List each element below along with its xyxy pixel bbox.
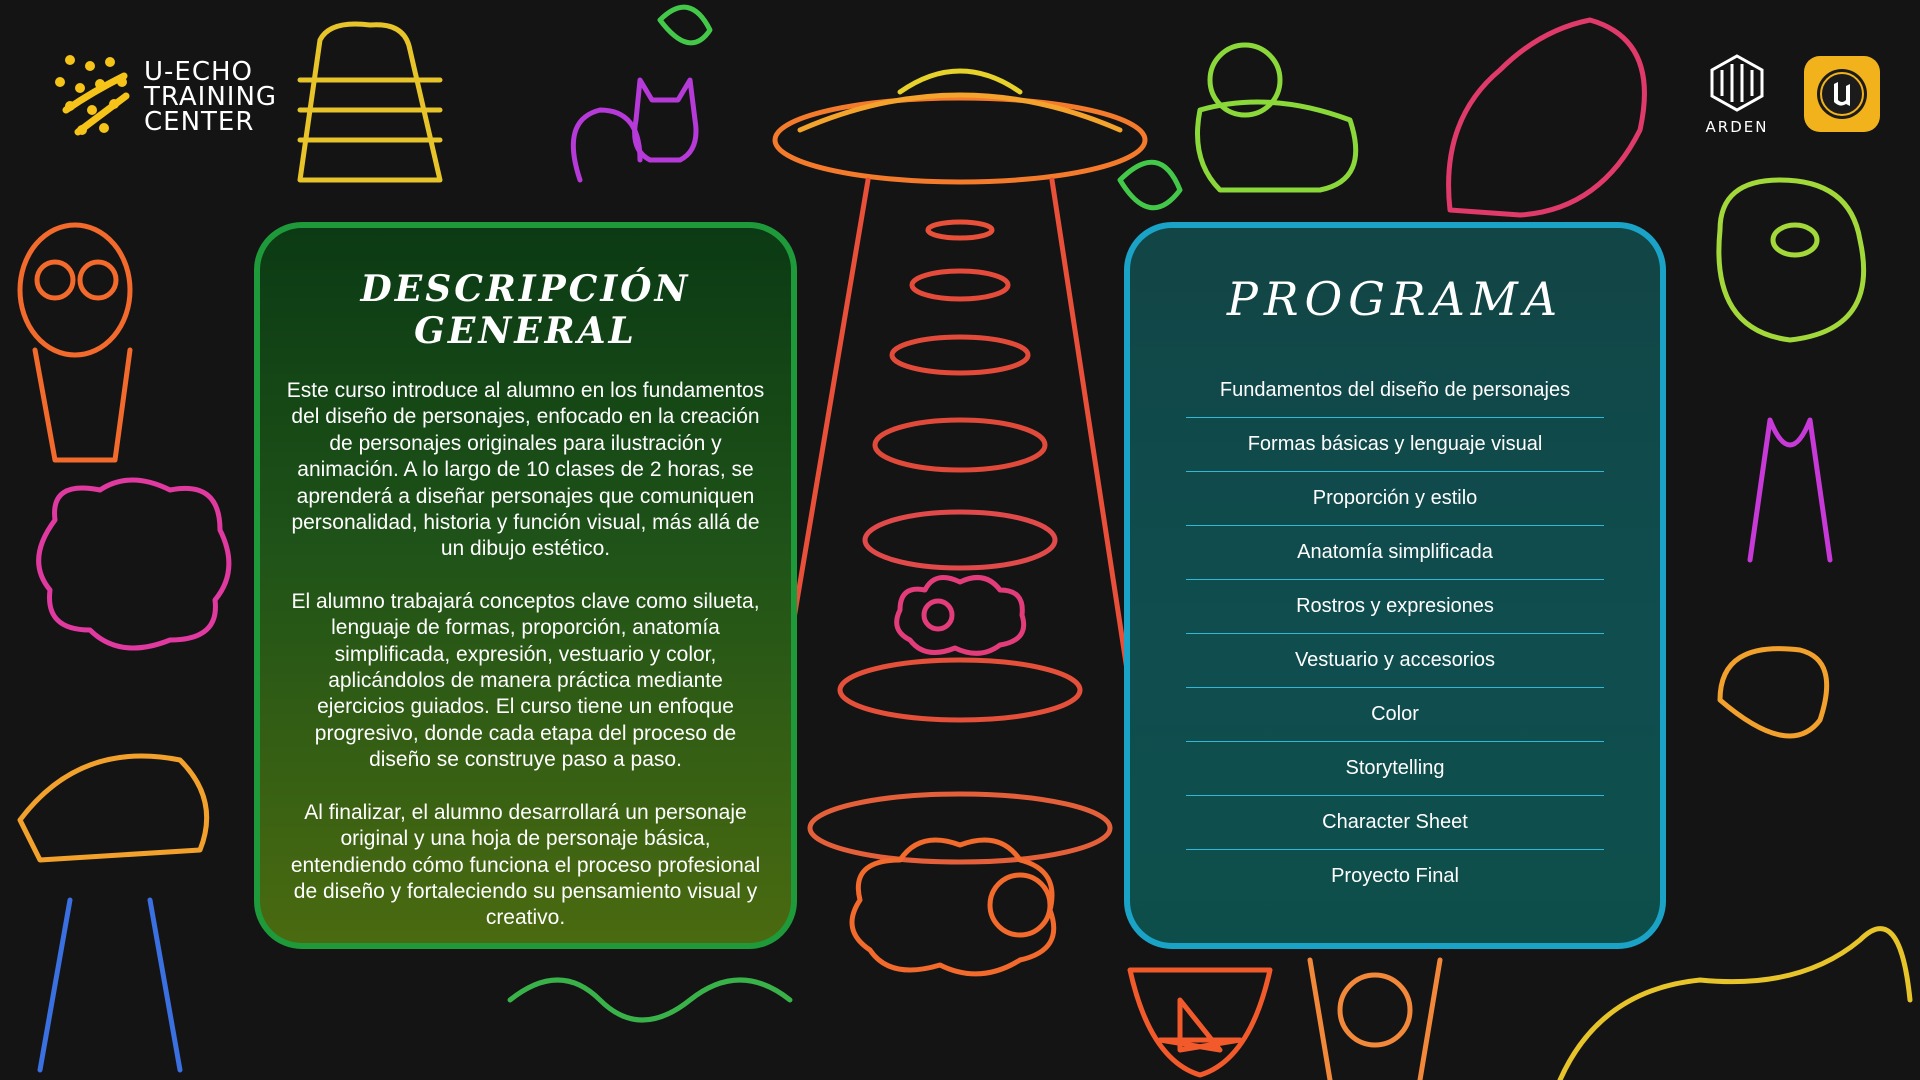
description-paragraph: El alumno trabajará conceptos clave como silueta, lenguaje de formas, proporción, anatomía simplificada, expresión, vestuario y color, aplicándolos de manera práctica mediante ejercicios guiados. El curso tiene un enfoque progresivo, donde cada etapa del proceso de diseño se construye paso a paso. bbox=[291, 589, 760, 772]
program-item: Fundamentos del diseño de personajes bbox=[1186, 364, 1604, 418]
cauldron-doodle bbox=[1130, 970, 1270, 1075]
program-item: Anatomía simplificada bbox=[1186, 526, 1604, 580]
ufo-doodle bbox=[760, 71, 1150, 862]
arden-label: ARDEN bbox=[1705, 118, 1769, 136]
dragon-doodle bbox=[1560, 929, 1910, 1080]
program-title: PROGRAMA bbox=[1226, 272, 1564, 326]
dots-logo-icon bbox=[52, 52, 144, 142]
program-list bbox=[1130, 364, 1660, 903]
program-item: Rostros y expresiones bbox=[1186, 580, 1604, 634]
brand-name bbox=[144, 56, 278, 137]
brand-line-1: U-ECHO bbox=[144, 56, 254, 87]
program-item: Character Sheet bbox=[1186, 796, 1604, 850]
snake-doodle bbox=[510, 980, 790, 1020]
robot-doodle bbox=[300, 24, 440, 180]
program-item: Vestuario y accesorios bbox=[1186, 634, 1604, 688]
cat-doodle bbox=[573, 80, 696, 180]
unreal-engine-logo bbox=[1804, 56, 1880, 132]
arden-logo bbox=[1692, 52, 1782, 142]
leaf-doodles bbox=[660, 7, 1180, 208]
brand-line-3: CENTER bbox=[144, 106, 255, 137]
pig-doodle bbox=[1719, 180, 1864, 340]
brand-line-2: TRAINING bbox=[144, 81, 278, 112]
rat-doodle bbox=[1310, 960, 1440, 1080]
unreal-engine-logo-icon bbox=[1814, 66, 1870, 122]
arden-logo-icon bbox=[1706, 52, 1768, 114]
owl-doodle bbox=[20, 225, 130, 460]
seal-doodle bbox=[1449, 20, 1645, 215]
description-title: DESCRIPCIÓN GENERAL bbox=[360, 268, 691, 352]
sheep-doodle bbox=[897, 578, 1024, 654]
program-item: Proporción y estilo bbox=[1186, 472, 1604, 526]
girl-doodle bbox=[20, 756, 207, 1070]
program-item: Color bbox=[1186, 688, 1604, 742]
program-item: Storytelling bbox=[1186, 742, 1604, 796]
program-item: Formas básicas y lenguaje visual bbox=[1186, 418, 1604, 472]
program-item: Proyecto Final bbox=[1331, 865, 1459, 887]
description-panel bbox=[254, 222, 797, 949]
frog-doodle bbox=[1198, 45, 1356, 190]
u-echo-brand-logo bbox=[52, 52, 277, 142]
description-body bbox=[260, 378, 791, 932]
monster-doodle bbox=[39, 480, 229, 648]
program-panel bbox=[1124, 222, 1666, 949]
creature-doodle bbox=[1720, 420, 1830, 736]
description-paragraph: Este curso introduce al alumno en los fundamentos del diseño de personajes, enfocado en la creación de personajes originales para ilustración y animación. A lo largo de 10 clases de 2 horas, se aprenderá a diseñar personajes que comuniquen personalidad, historia y función visual, más allá de un dibujo estético. bbox=[286, 379, 765, 561]
description-paragraph: Al finalizar, el alumno desarrollará un personaje original y una hoja de personaje básica, entendiendo cómo funciona el proceso profesional de diseño y fortaleciendo su pensamiento visual y creativo. bbox=[290, 800, 761, 930]
